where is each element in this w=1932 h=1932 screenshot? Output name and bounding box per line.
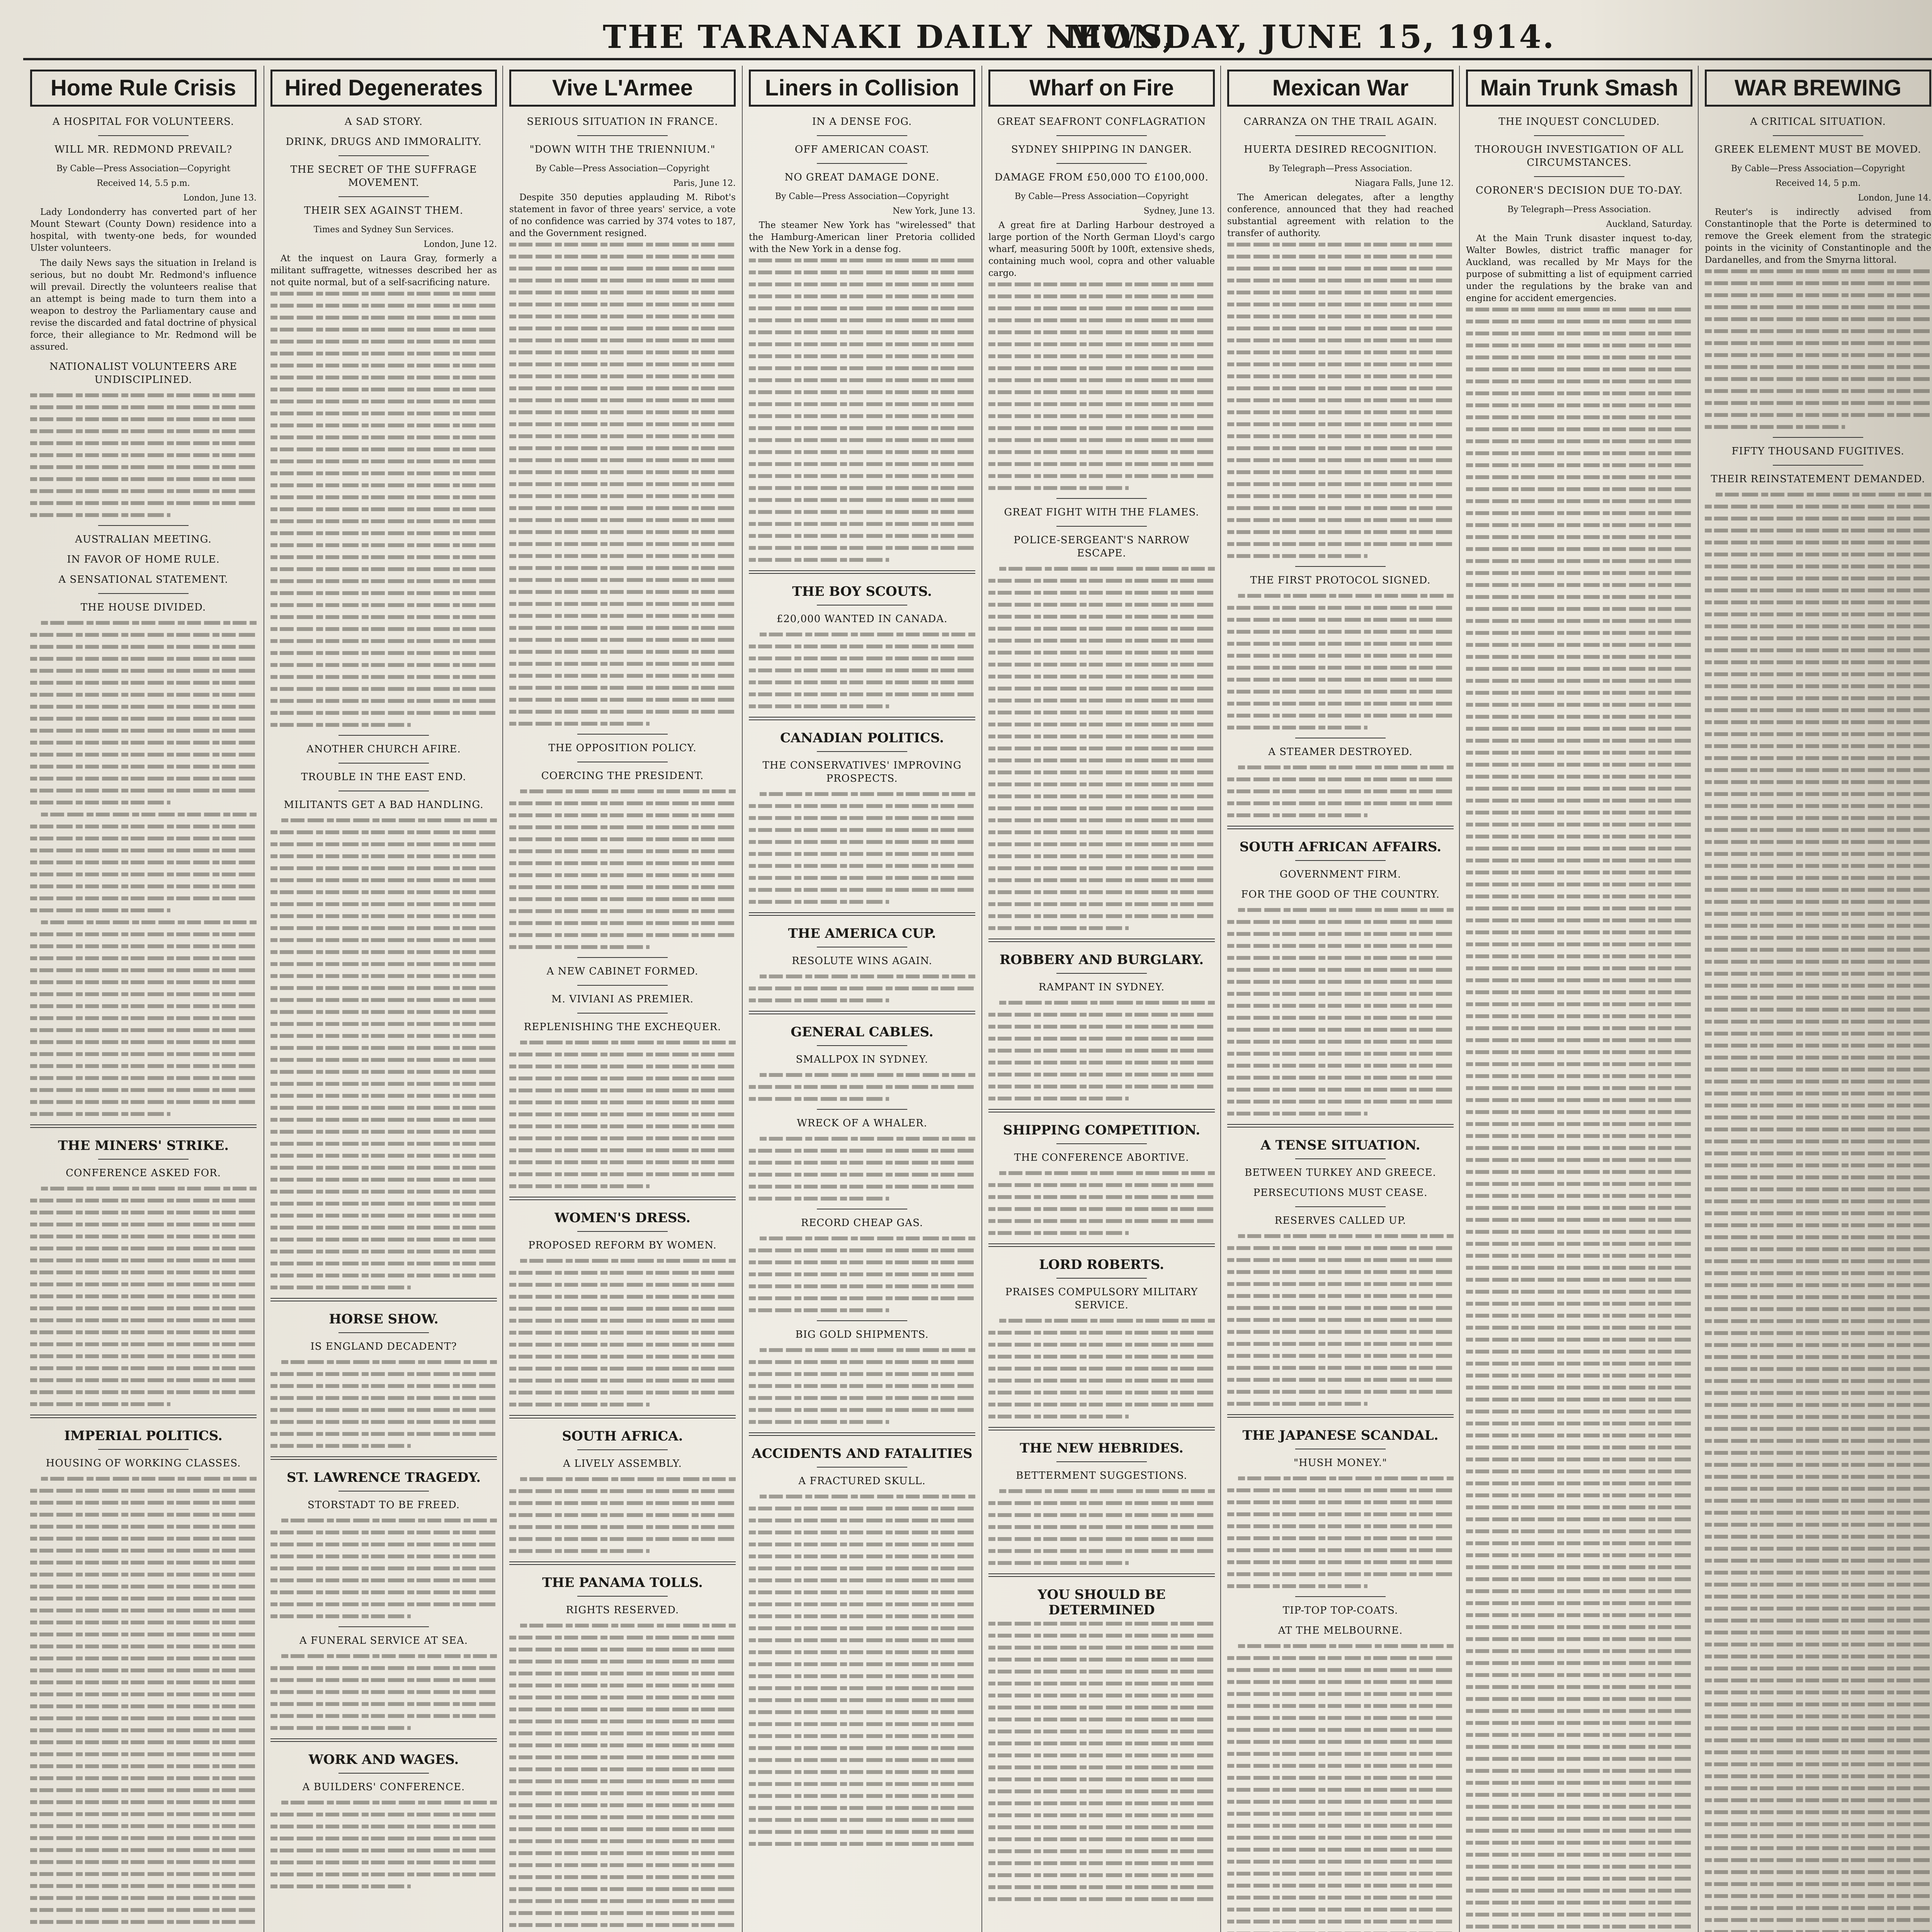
subheading: COERCING THE PRESIDENT. (541, 770, 704, 782)
column-hired-degenerates (266, 66, 502, 1932)
subheading: BETTERMENT SUGGESTIONS. (1016, 1470, 1187, 1481)
subheading: WILL MR. REDMOND PREVAIL? (54, 144, 233, 155)
subheading: HUERTA DESIRED RECOGNITION. (1243, 144, 1437, 155)
section-heading: THE NEW HEBRIDES. (1020, 1440, 1184, 1456)
column-war-brewing (1700, 66, 1932, 1932)
subheading: GREEK ELEMENT MUST BE MOVED. (1714, 144, 1922, 155)
subheading: A HOSPITAL FOR VOLUNTEERS. (52, 116, 235, 128)
subheading: PRAISES COMPULSORY MILITARY SERVICE. (1005, 1286, 1198, 1311)
subheading: THEIR REINSTATEMENT DEMANDED. (1711, 473, 1925, 485)
column-rule (1698, 66, 1699, 1932)
dateline: London, June 13. (183, 193, 257, 203)
subheading: A FUNERAL SERVICE AT SEA. (299, 1635, 468, 1646)
article-paragraph: Despite 350 deputies applauding M. Ribot's statement in favor of three years' service, a vote of no confidence was carried by 374 votes to 187, and the Government resigned. (509, 192, 736, 238)
dateline: Paris, June 12. (673, 179, 736, 188)
subheading: IN FAVOR OF HOME RULE. (67, 554, 220, 565)
subheading: NO GREAT DAMAGE DONE. (784, 172, 940, 183)
source-line: Times and Sydney Sun Services. (313, 225, 454, 235)
source-line: By Telegraph—Press Association. (1269, 164, 1412, 173)
subheading: FIFTY THOUSAND FUGITIVES. (1731, 446, 1905, 457)
subheading: IN A DENSE FOG. (812, 116, 912, 128)
subheading: REPLENISHING THE EXCHEQUER. (524, 1021, 721, 1033)
column-home-rule (26, 66, 261, 1932)
section-heading: IMPERIAL POLITICS. (64, 1428, 223, 1444)
section-heading: THE BOY SCOUTS. (792, 584, 932, 599)
column-rule (1220, 66, 1221, 1932)
subheading: THE CONFERENCE ABORTIVE. (1014, 1152, 1189, 1163)
subheading: CORONER'S DECISION DUE TO-DAY. (1475, 185, 1683, 196)
subheading: THOROUGH INVESTIGATION OF ALL CIRCUMSTANCES. (1475, 144, 1684, 168)
source-line: By Cable—Press Association—Copyright (775, 192, 949, 201)
subheading: A BUILDERS' CONFERENCE. (302, 1781, 465, 1793)
subheading: A LIVELY ASSEMBLY. (563, 1458, 682, 1469)
subheading: SERIOUS SITUATION IN FRANCE. (527, 116, 718, 128)
subheading: RIGHTS RESERVED. (566, 1604, 679, 1616)
column-mexican-war (1223, 66, 1458, 1932)
subheading: TIP-TOP TOP-COATS. (1282, 1605, 1398, 1616)
section-heading: ROBBERY AND BURGLARY. (999, 952, 1204, 968)
article-paragraph: The American delegates, after a lengthy conference, announced that they had reached substantial agreement with relation to the transfer of authority. (1227, 192, 1454, 238)
article-paragraph: At the Main Trunk disaster inquest to-day, Walter Bowles, district traffic manager for Auckland, was recalled by Mr Mays for the purpose of submitting a list of equipment carried under the regulations by the brake van and engine for accident emergencies. (1466, 233, 1692, 303)
subheading: HOUSING OF WORKING CLASSES. (46, 1458, 241, 1469)
subheading: FOR THE GOOD OF THE COUNTRY. (1241, 889, 1440, 900)
subheading: PERSECUTIONS MUST CEASE. (1253, 1187, 1428, 1199)
subheading: AT THE MELBOURNE. (1278, 1625, 1403, 1636)
subheading: A SAD STORY. (344, 116, 423, 128)
article-paragraph: At the inquest on Laura Gray, formerly a militant suffragette, witnesses described her as not quite normal, but of a self-sacrificing nature. (270, 253, 497, 287)
section-heading: CANADIAN POLITICS. (780, 730, 944, 746)
subheading: BETWEEN TURKEY AND GREECE. (1245, 1167, 1436, 1179)
subheading: THE SECRET OF THE SUFFRAGE MOVEMENT. (290, 164, 477, 189)
subheading: THEIR SEX AGAINST THEM. (304, 205, 464, 216)
dateline: New York, June 13. (893, 206, 975, 216)
issue-date: MONDAY, JUNE 15, 1914. (1066, 19, 1556, 56)
subheading: AUSTRALIAN MEETING. (75, 534, 212, 545)
dateline: Niagara Falls, June 12. (1355, 179, 1454, 188)
dateline: London, June 14. (1858, 193, 1931, 203)
subheading: OFF AMERICAN COAST. (794, 144, 930, 155)
subheading: NATIONALIST VOLUNTEERS ARE UNDISCIPLINED. (49, 361, 237, 386)
section-heading: THE MINERS' STRIKE. (58, 1138, 229, 1153)
subheading: DRINK, DRUGS AND IMMORALITY. (286, 136, 482, 148)
subheading: A FRACTURED SKULL. (798, 1475, 926, 1487)
source-line: By Cable—Press Association—Copyright (535, 164, 710, 173)
section-heading: HORSE SHOW. (329, 1311, 439, 1327)
section-heading: WOMEN'S DRESS. (554, 1210, 690, 1226)
dateline: Auckland, Saturday. (1606, 219, 1692, 229)
subheading: £20,000 WANTED IN CANADA. (776, 613, 948, 625)
headline: Vive L'Armee (509, 70, 736, 107)
headline: Home Rule Crisis (30, 70, 257, 107)
subheading: STORSTADT TO BE FREED. (307, 1499, 460, 1511)
headline: WAR BREWING (1705, 70, 1931, 107)
headline: Hired Degenerates (270, 70, 497, 107)
subheading: THE OPPOSITION POLICY. (548, 742, 697, 754)
dateline: London, June 12. (423, 240, 497, 249)
source-line: By Cable—Press Association—Copyright (1014, 192, 1189, 201)
section-heading: LORD ROBERTS. (1039, 1257, 1164, 1272)
subheading: GOVERNMENT FIRM. (1279, 869, 1401, 880)
subheading: THE INQUEST CONCLUDED. (1498, 116, 1660, 128)
article-paragraph: The steamer New York has "wirelessed" that the Hamburg-American liner Pretoria collided with the New York in a dense fog. (749, 220, 975, 254)
subheading: PROPOSED REFORM BY WOMEN. (528, 1240, 717, 1251)
source-line: By Cable—Press Association—Copyright (56, 164, 231, 173)
subheading: POLICE-SERGEANT'S NARROW ESCAPE. (1014, 534, 1190, 559)
subheading: RAMPANT IN SYDNEY. (1038, 981, 1165, 993)
column-rule (1459, 66, 1460, 1932)
subheading: SYDNEY SHIPPING IN DANGER. (1011, 144, 1192, 155)
subheading: BIG GOLD SHIPMENTS. (795, 1329, 929, 1340)
column-rule (502, 66, 503, 1932)
dateline: Sydney, June 13. (1143, 206, 1215, 216)
section-heading: SOUTH AFRICA. (562, 1429, 683, 1444)
subheading: RECORD CHEAP GAS. (801, 1217, 923, 1229)
masthead (23, 15, 1932, 60)
subheading: WRECK OF A WHALER. (797, 1117, 927, 1129)
subheading: A CRITICAL SITUATION. (1750, 116, 1886, 128)
article-paragraph: Reuter's is indirectly advised from Constantinople that the Porte is determined to remove the Greek element from the strategic points in the vicinity of Constantinople and the Dardanelles, and from the Smyrna littoral. (1705, 207, 1931, 265)
headline: Wharf on Fire (988, 70, 1215, 107)
article-paragraph: Lady Londonderry has converted part of her Mount Stewart (County Down) residence into a hospital, with twenty-one beds, for wounded Ulster volunteers. (30, 207, 257, 253)
subheading: THE FIRST PROTOCOL SIGNED. (1250, 575, 1431, 586)
subheading: TROUBLE IN THE EAST END. (301, 771, 466, 783)
subheading: CONFERENCE ASKED FOR. (66, 1167, 221, 1179)
subheading: MILITANTS GET A BAD HANDLING. (284, 799, 484, 811)
column-rule (981, 66, 982, 1932)
subheading: CARRANZA ON THE TRAIL AGAIN. (1243, 116, 1437, 128)
source-line: By Cable—Press Association—Copyright (1731, 164, 1905, 173)
subheading: GREAT SEAFRONT CONFLAGRATION (997, 116, 1206, 128)
advertisement-heading: YOU SHOULD BE DETERMINED (1037, 1587, 1166, 1618)
subheading: SMALLPOX IN SYDNEY. (796, 1054, 929, 1065)
subheading: IS ENGLAND DECADENT? (310, 1341, 457, 1352)
column-liners-in-collision (744, 66, 980, 1932)
subheading: A NEW CABINET FORMED. (546, 966, 699, 977)
headline: Mexican War (1227, 70, 1454, 107)
section-heading: ACCIDENTS AND FATALITIES (752, 1446, 973, 1461)
received-line: Received 14, 5 p.m. (1775, 179, 1861, 188)
subheading: A STEAMER DESTROYED. (1268, 746, 1413, 758)
received-line: Received 14, 5.5 p.m. (97, 179, 190, 188)
subheading: ANOTHER CHURCH AFIRE. (306, 743, 461, 755)
column-main-trunk-smash (1461, 66, 1697, 1932)
subheading: "HUSH MONEY." (1294, 1457, 1387, 1469)
column-vive-larmee (505, 66, 740, 1932)
subheading: "DOWN WITH THE TRIENNIUM." (529, 144, 716, 155)
subheading: M. VIVIANI AS PREMIER. (551, 993, 694, 1005)
headline: Main Trunk Smash (1466, 70, 1692, 107)
subheading: THE CONSERVATIVES' IMPROVING PROSPECTS. (762, 760, 962, 784)
section-heading: WORK AND WAGES. (308, 1752, 459, 1767)
subheading: RESERVES CALLED UP. (1274, 1215, 1406, 1226)
column-rule (742, 66, 743, 1932)
subheading: A SENSATIONAL STATEMENT. (58, 574, 228, 585)
section-heading: SHIPPING COMPETITION. (1003, 1122, 1201, 1138)
article-paragraph: The daily News says the situation in Ireland is serious, but no doubt Mr. Redmond's influence will prevail. Directly the volunteers realise that an attempt is being made to turn them into a weapon to destroy the Parliamentary cause and revise the discarded and fatal doctrine of physical force, their allegiance to Mr. Redmond will be assured. (30, 258, 257, 352)
section-heading: ST. LAWRENCE TRAGEDY. (286, 1470, 481, 1485)
section-heading: THE AMERICA CUP. (788, 926, 936, 941)
subheading: DAMAGE FROM £50,000 TO £100,000. (995, 172, 1209, 183)
column-wharf-on-fire (984, 66, 1219, 1932)
section-heading: GENERAL CABLES. (791, 1024, 934, 1040)
subheading: GREAT FIGHT WITH THE FLAMES. (1004, 507, 1199, 518)
subheading: RESOLUTE WINS AGAIN. (792, 955, 932, 967)
subheading: THE HOUSE DIVIDED. (80, 602, 206, 613)
newspaper-title: THE TARANAKI DAILY NEWS, (603, 19, 1175, 56)
article-paragraph: A great fire at Darling Harbour destroyed a large portion of the North German Lloyd's cargo wharf, measuring 500ft by 100ft, extensive sheds, containing much wool, copra and other valuable cargo. (988, 220, 1215, 278)
section-heading: SOUTH AFRICAN AFFAIRS. (1239, 839, 1442, 855)
headline: Liners in Collision (749, 70, 975, 107)
section-heading: THE JAPANESE SCANDAL. (1242, 1428, 1439, 1443)
section-heading: A TENSE SITUATION. (1260, 1138, 1420, 1153)
section-heading: THE PANAMA TOLLS. (542, 1575, 703, 1590)
source-line: By Telegraph—Press Association. (1507, 205, 1651, 214)
